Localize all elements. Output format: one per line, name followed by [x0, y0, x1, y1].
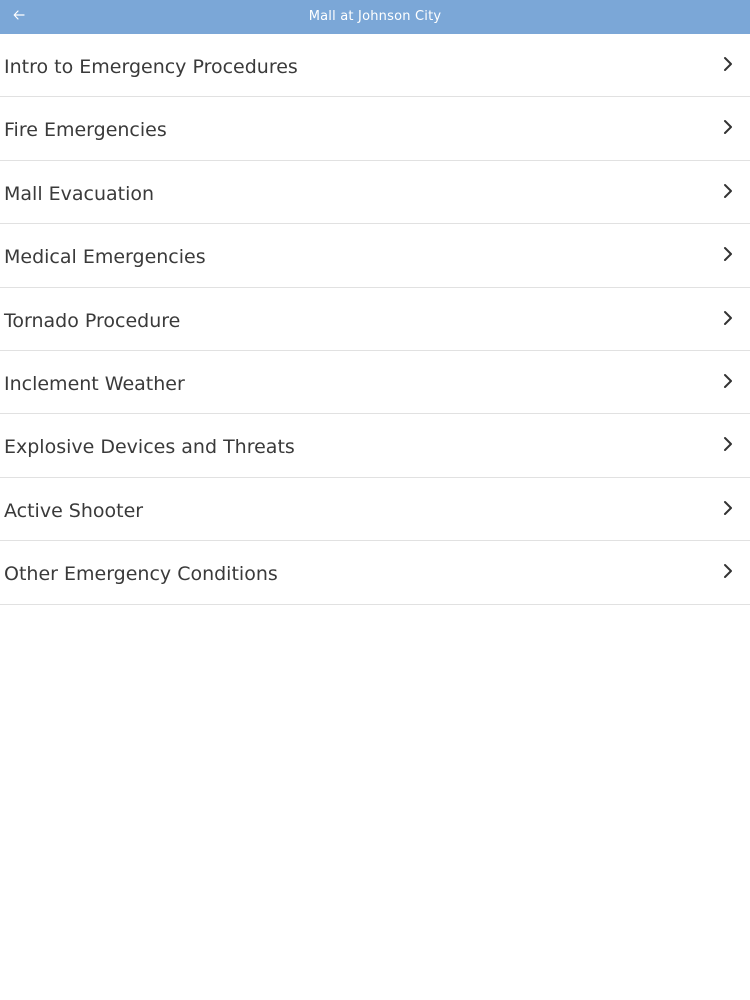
list-item-label: Intro to Emergency Procedures [4, 56, 298, 78]
list-item-active-shooter[interactable] [0, 478, 750, 541]
list-item-label: Active Shooter [4, 499, 144, 522]
chevron-right-icon [722, 373, 734, 389]
list-item-fire-emergencies[interactable] [0, 97, 750, 160]
list-item-label: Medical Emergencies [4, 246, 206, 269]
list-item-other-emergency-conditions[interactable] [0, 541, 750, 604]
header-bar [0, 0, 750, 34]
list-item-label: Inclement Weather [4, 372, 185, 395]
procedures-list [0, 34, 750, 605]
page-title: Mall at Johnson City [308, 9, 442, 24]
chevron-right-icon [722, 310, 734, 326]
list-item-intro-to-emergency-procedures[interactable] [0, 34, 750, 97]
list-item-medical-emergencies[interactable] [0, 224, 750, 287]
list-item-tornado-procedure[interactable] [0, 288, 750, 351]
chevron-right-icon [722, 183, 734, 199]
list-item-label: Tornado Procedure [4, 309, 181, 332]
list-item-inclement-weather[interactable] [0, 351, 750, 414]
list-item-mall-evacuation[interactable] [0, 161, 750, 224]
chevron-right-icon [722, 56, 734, 72]
list-item-label: Other Emergency Conditions [4, 563, 278, 586]
chevron-right-icon [722, 436, 734, 452]
chevron-right-icon [722, 500, 734, 516]
list-item-explosive-devices-and-threats[interactable] [0, 414, 750, 477]
list-item-label: Fire Emergencies [4, 119, 167, 142]
chevron-right-icon [722, 119, 734, 135]
chevron-right-icon [722, 563, 734, 579]
chevron-right-icon [722, 246, 734, 262]
list-item-label: Mall Evacuation [4, 182, 155, 205]
list-item-label: Explosive Devices and Threats [4, 436, 295, 459]
